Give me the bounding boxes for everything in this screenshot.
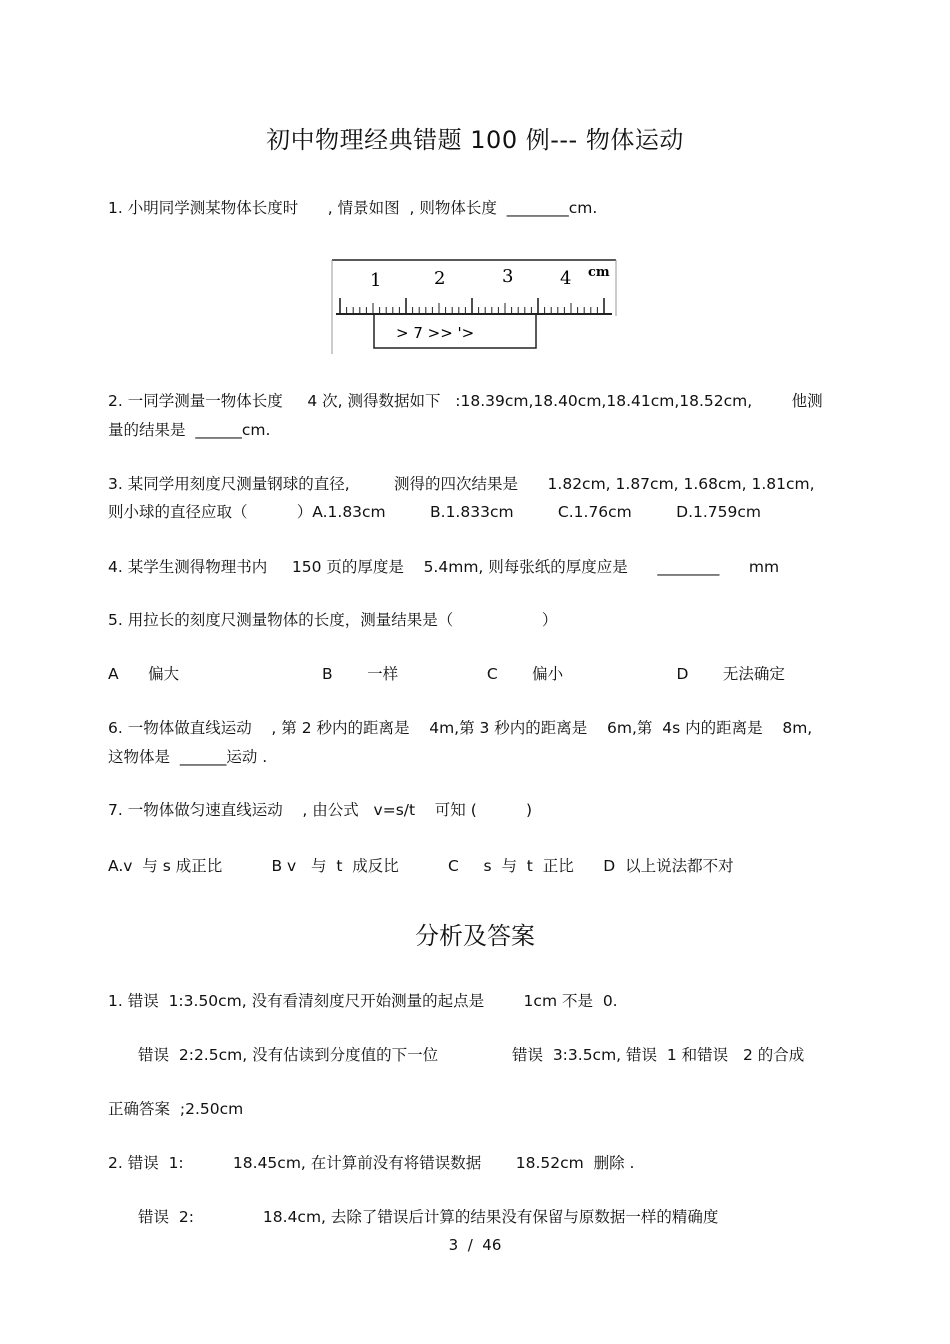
question-2-line-2: 量的结果是 ______cm.	[108, 421, 271, 439]
ruler-figure	[330, 256, 620, 356]
ruler-label-1: 1	[370, 270, 382, 291]
question-7: 7. 一物体做匀速直线运动 , 由公式 v=s/t 可知 ( )	[108, 801, 533, 819]
question-5: 5. 用拉长的刻度尺测量物体的长度，测量结果是（ ）	[108, 611, 558, 629]
question-3-line-2: 则小球的直径应取（ ）A.1.83cm B.1.833cm C.1.76cm D.1.759cm	[108, 503, 761, 521]
answer-1-line-2: 错误 2:2.5cm, 没有估读到分度值的下一位 错误 3:3.5cm, 错误 1 和错误 2 的合成	[138, 1046, 805, 1064]
page-title: 初中物理经典错题 100 例--- 物体运动	[266, 126, 684, 154]
answer-2-line-2: 错误 2: 18.4cm, 去除了错误后计算的结果没有保留与原数据一样的精确度	[138, 1208, 719, 1226]
ruler-label-3: 3	[502, 266, 514, 287]
ruler-label-2: 2	[434, 268, 446, 289]
question-6-line-1: 6. 一物体做直线运动 , 第 2 秒内的距离是 4m,第 3 秒内的距离是 6m,第 4s 内的距离是 8m,	[108, 719, 813, 737]
ruler-label-4: 4	[560, 268, 572, 289]
answer-1-line-3: 正确答案 ;2.50cm	[108, 1100, 244, 1118]
question-6-line-2: 这物体是 ______运动 .	[108, 748, 268, 766]
answers-title: 分析及答案	[415, 922, 535, 950]
question-5-options: A 偏大 B 一样 C 偏小 D 无法确定	[108, 665, 785, 683]
ruler-unit: cm	[588, 265, 610, 280]
question-4: 4. 某学生测得物理书内 150 页的厚度是 5.4mm, 则每张纸的厚度应是 ________ mm	[108, 558, 780, 576]
answer-2-line-1: 2. 错误 1: 18.45cm, 在计算前没有将错误数据 18.52cm 删除 .	[108, 1154, 635, 1172]
question-1: 1. 小明同学测某物体长度时 , 情景如图 , 则物体长度 ________cm.	[108, 199, 598, 217]
answer-1-line-1: 1. 错误 1:3.50cm, 没有看清刻度尺开始测量的起点是 1cm 不是 0.	[108, 992, 618, 1010]
question-7-options: A.v 与 s 成正比 B v 与 t 成反比 C s 与 t 正比 D 以上说法都不对	[108, 857, 734, 875]
page-number: 3 / 46	[448, 1236, 502, 1254]
object-marks: > 7 >> '>	[396, 324, 475, 342]
question-2-line-1: 2. 一同学测量一物体长度 4 次, 测得数据如下 :18.39cm,18.40cm,18.41cm,18.52cm, 他测	[108, 392, 823, 410]
question-3-line-1: 3. 某同学用刻度尺测量钢球的直径, 测得的四次结果是 1.82cm, 1.87cm, 1.68cm, 1.81cm,	[108, 475, 815, 493]
